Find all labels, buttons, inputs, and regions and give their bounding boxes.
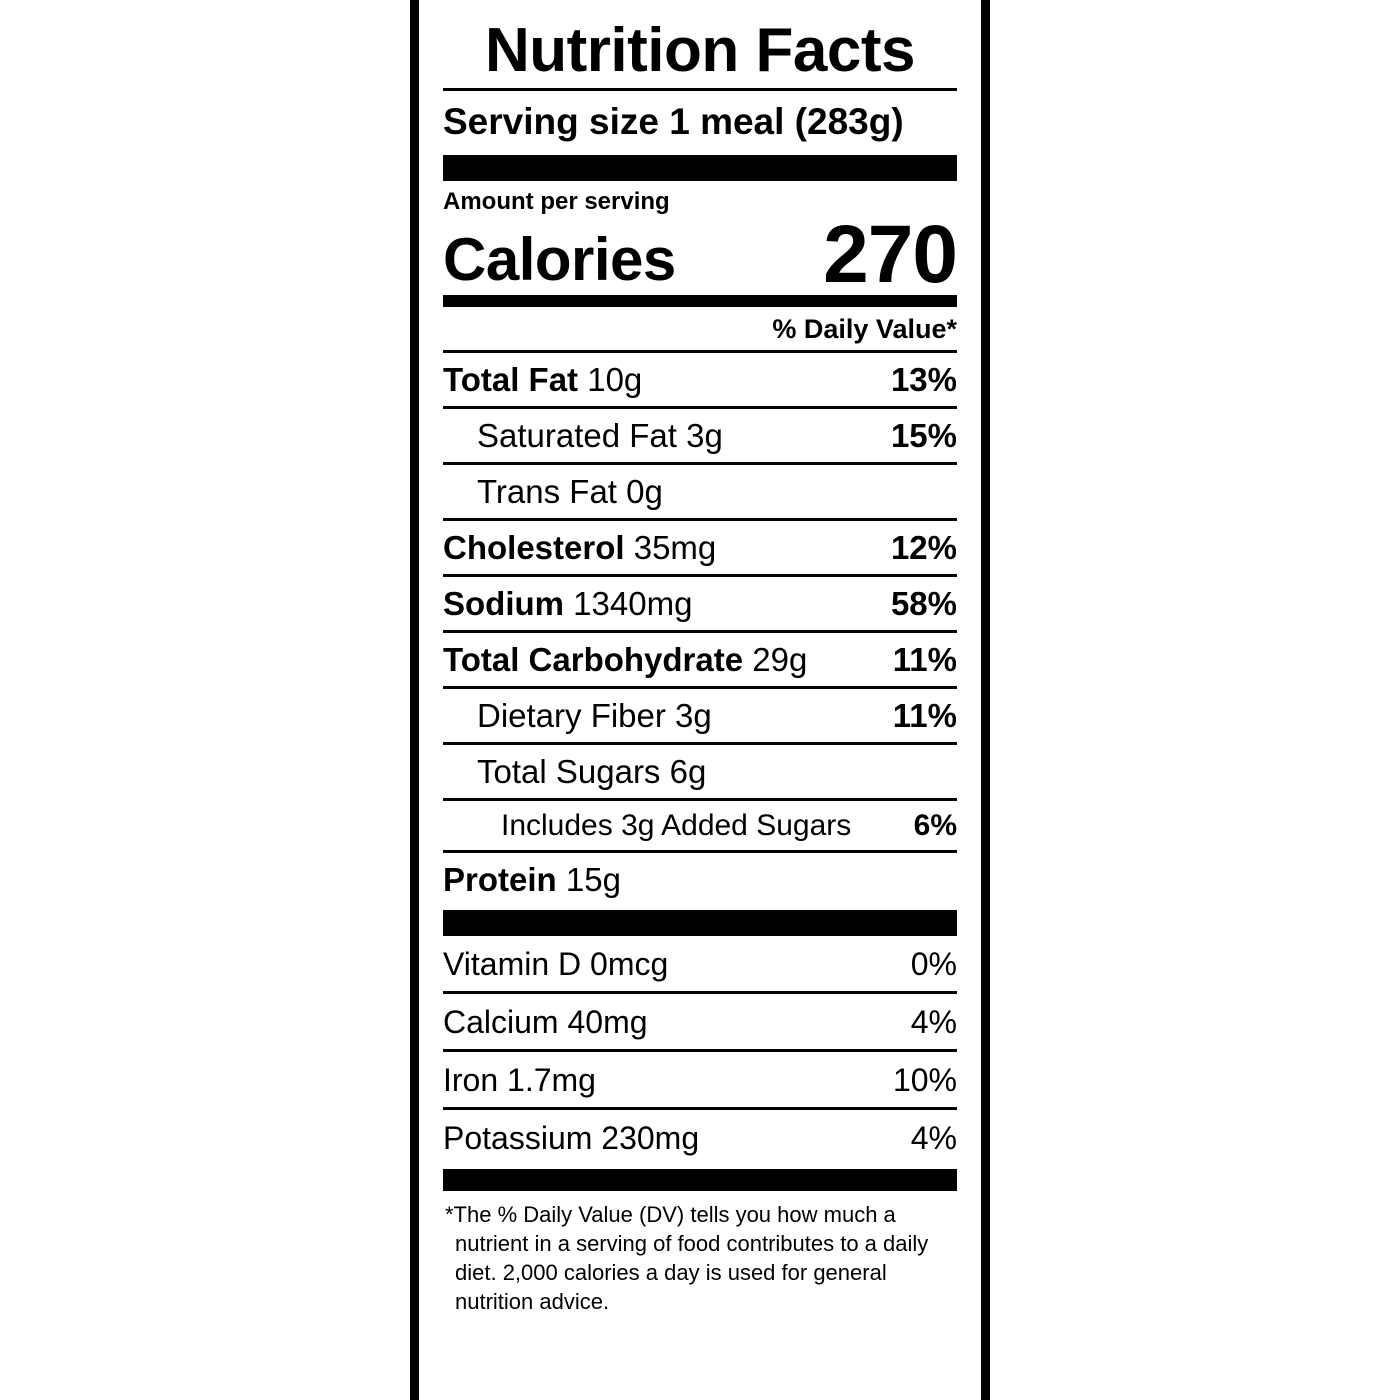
nutrient-dv-dietary-fiber: 11%	[892, 697, 957, 734]
nutrient-label-sodium: Sodium	[443, 585, 564, 622]
calories-value: 270	[823, 209, 957, 300]
nutrient-name-total-carbohydrate	[443, 639, 807, 681]
nutrient-row-saturated-fat	[443, 406, 957, 462]
nutrient-name-total-fat	[443, 359, 642, 401]
nutrient-dv-added-sugars: 6%	[913, 809, 957, 842]
amount-per-serving-label: Amount per serving	[443, 188, 670, 215]
nutrient-name-dietary-fiber: Dietary Fiber 3g	[477, 697, 712, 734]
calories-row	[443, 209, 957, 300]
daily-value-header: % Daily Value*	[772, 314, 957, 344]
page-title: Nutrition Facts	[485, 16, 915, 85]
nutrient-dv-total-carbohydrate: 11%	[892, 641, 957, 678]
divider-thick-footnote	[443, 1169, 957, 1191]
nutrient-name-protein	[443, 859, 621, 901]
micronutrient-name-calcium: Calcium 40mg	[443, 1004, 648, 1040]
micronutrient-name-potassium: Potassium 230mg	[443, 1120, 700, 1156]
calories-label: Calories	[443, 226, 676, 293]
nutrient-label-total-carbohydrate: Total Carbohydrate	[443, 641, 744, 678]
micronutrient-dv-iron: 10%	[892, 1062, 957, 1098]
nutrient-row-cholesterol	[443, 518, 957, 574]
nutrient-row-added-sugars	[443, 798, 957, 850]
nutrient-name-added-sugars: Includes 3g Added Sugars	[501, 809, 852, 842]
micronutrient-row-iron	[443, 1049, 957, 1107]
micronutrient-dv-vitamin-d: 0%	[910, 946, 957, 982]
nutrient-dv-total-fat: 13%	[890, 361, 957, 398]
nutrient-name-trans-fat: Trans Fat 0g	[477, 473, 663, 510]
micronutrient-dv-calcium: 4%	[910, 1004, 957, 1040]
nutrient-name-saturated-fat: Saturated Fat 3g	[477, 417, 723, 454]
nutrient-row-total-sugars	[443, 742, 957, 798]
nutrient-amount-total-carbohydrate: 29g	[752, 641, 808, 678]
nutrient-name-sodium	[443, 583, 692, 625]
nutrient-amount-sodium: 1340mg	[573, 585, 693, 622]
serving-size: Serving size 1 meal (283g)	[443, 101, 904, 142]
micronutrient-name-vitamin-d: Vitamin D 0mcg	[443, 946, 669, 982]
divider-thick-micronutrients	[443, 910, 957, 936]
nutrient-amount-total-fat: 10g	[587, 361, 643, 398]
nutrient-amount-cholesterol: 35mg	[633, 529, 717, 566]
nutrient-name-total-sugars: Total Sugars 6g	[477, 753, 707, 790]
daily-value-footnote: *The % Daily Value (DV) tells you how much a nutrient in a serving of food contributes to a daily diet. 2,000 calories a day is used for general nutrition advice.	[445, 1202, 929, 1314]
nutrient-dv-saturated-fat: 15%	[890, 417, 957, 454]
nutrient-row-dietary-fiber	[443, 686, 957, 742]
micronutrient-row-potassium	[443, 1107, 957, 1165]
nutrient-row-sodium	[443, 574, 957, 630]
micronutrient-row-vitamin-d	[443, 936, 957, 991]
nutrient-dv-cholesterol: 12%	[890, 529, 957, 566]
micronutrient-name-iron: Iron 1.7mg	[443, 1062, 596, 1098]
nutrient-label-total-fat: Total Fat	[443, 361, 579, 398]
nutrient-label-cholesterol: Cholesterol	[443, 529, 625, 566]
divider-thick-top	[443, 155, 957, 181]
nutrient-label-protein: Protein	[443, 861, 557, 898]
nutrient-amount-protein: 15g	[565, 861, 621, 898]
micronutrient-dv-potassium: 4%	[910, 1120, 957, 1156]
micronutrient-row-calcium	[443, 991, 957, 1049]
nutrient-name-cholesterol	[443, 527, 716, 569]
nutrient-dv-sodium: 58%	[890, 585, 957, 622]
nutrient-row-total-fat	[443, 350, 957, 406]
nutrition-facts-panel	[410, 0, 990, 1400]
nutrient-row-protein	[443, 850, 957, 906]
nutrient-row-trans-fat	[443, 462, 957, 518]
nutrient-row-total-carbohydrate	[443, 630, 957, 686]
